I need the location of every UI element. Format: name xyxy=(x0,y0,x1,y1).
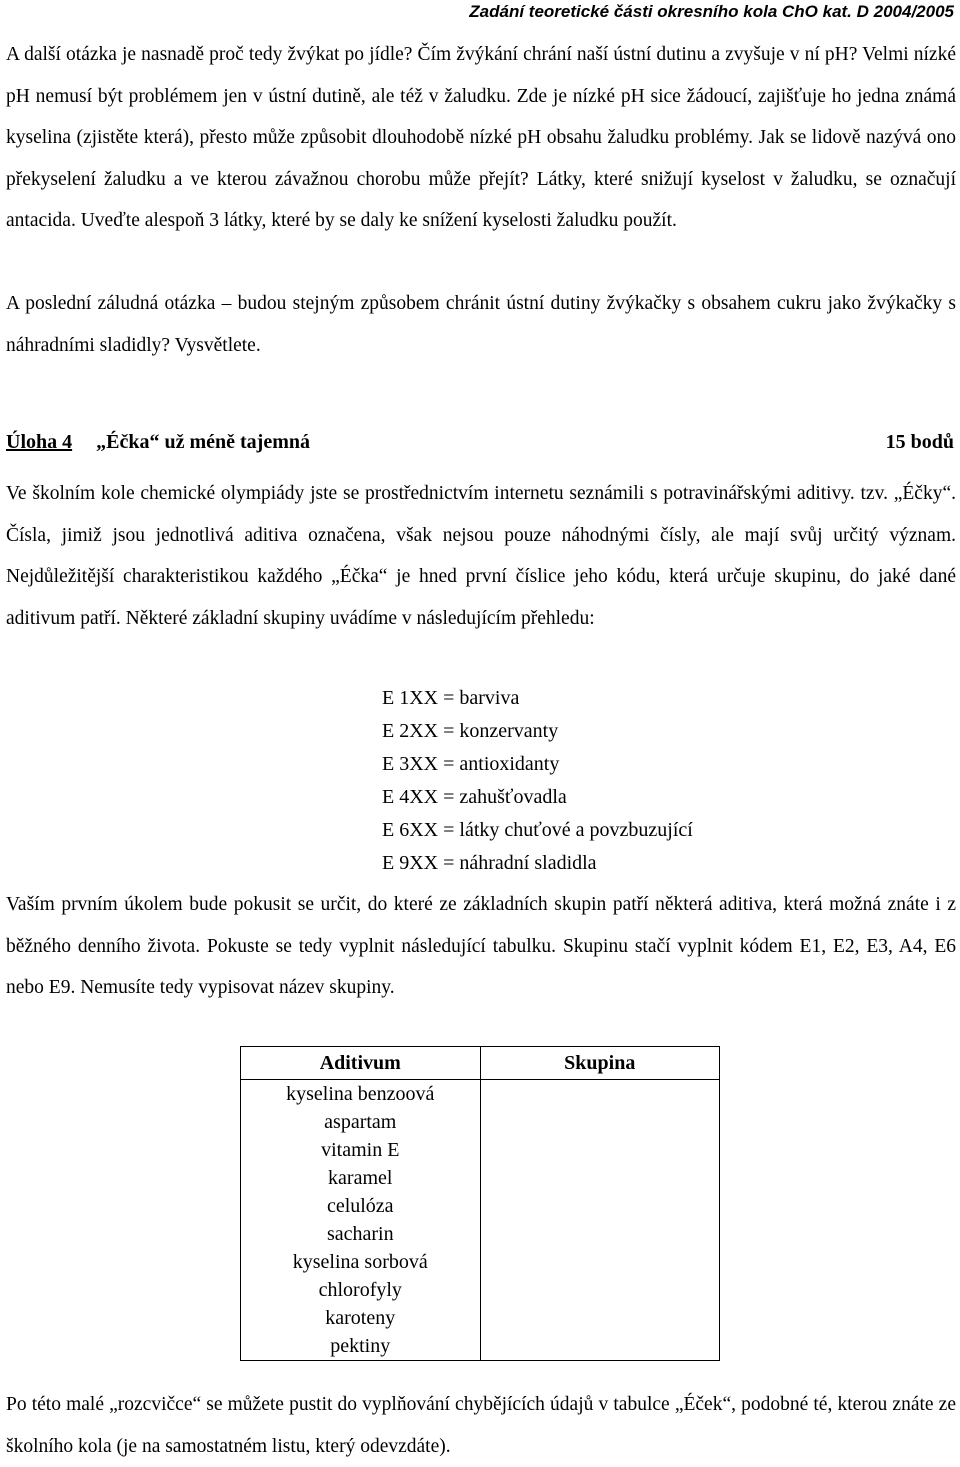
group-cell[interactable] xyxy=(480,1080,719,1109)
closing-paragraph: Po této malé „rozcvičce“ se můžete pustit do vyplňování chybějících údajů v tabulce „Éček“, podobné té, kterou znáte ze školního kola (je na samostatném listu, který odevzdáte). xyxy=(6,1394,956,1457)
group-cell[interactable] xyxy=(480,1136,719,1164)
table-row xyxy=(241,1332,720,1361)
table-row xyxy=(241,1220,720,1248)
table-row xyxy=(241,1136,720,1164)
group-cell[interactable] xyxy=(480,1220,719,1248)
group-cell[interactable] xyxy=(480,1276,719,1304)
page-header: Zadání teoretické části okresního kola ChO kat. D 2004/2005 xyxy=(469,2,954,21)
group-cell[interactable] xyxy=(480,1108,719,1136)
table-row xyxy=(241,1192,720,1220)
table-row xyxy=(241,1080,720,1109)
table-header-row xyxy=(241,1047,720,1080)
additive-cell: vitamin E xyxy=(241,1136,481,1164)
additive-cell: celulóza xyxy=(241,1192,481,1220)
table-row xyxy=(241,1108,720,1136)
table-row xyxy=(241,1276,720,1304)
group-item: E 6XX = látky chuťové a povzbuzující xyxy=(382,819,693,841)
group-item: E 2XX = konzervanty xyxy=(382,720,559,742)
column-header-group: Skupina xyxy=(480,1047,719,1080)
intro-paragraph: A další otázka je nasnadě proč tedy žvýkat po jídle? Čím žvýkání chrání naší ústní dutinu a zvyšuje v ní pH? Velmi nízké pH nemusí být problémem jen v ústní dutině, ale též v žaludku. Zde je nízké pH sice žádoucí, zajišťuje ho jedna známá kyselina (zjistěte která), přesto může způsobit dlouhodobě nízké pH obsahu žaludku problémy. Jak se lidově nazývá ono překyselení žaludku a ve kterou závažnou chorobu může přejít? Látky, které snižují kyselost v žaludku, se označují antacida. Uveďte alespoň 3 látky, které by se daly ke snížení kyselosti žaludku použít. xyxy=(6,44,956,231)
first-task-paragraph: Vaším prvním úkolem bude pokusit se určit, do které ze základních skupin patří některá aditiva, která možná znáte i z běžného denního života. Pokuste se tedy vyplnit následující tabulku. Skupinu stačí vyplnit kódem E1, E2, E3, A4, E6 nebo E9. Nemusíte tedy vypisovat název skupiny. xyxy=(6,894,956,998)
task-intro-paragraph: Ve školním kole chemické olympiády jste se prostřednictvím internetu seznámili s potravinářskými aditivy. tzv. „Éčky“. Čísla, jimiž jsou jednotlivá aditiva označena, však nejsou pouze náhodnými čísly, ale mají svůj určitý význam. Nejdůležitější charakteristikou každého „Éčka“ je hned první číslice jeho kódu, která určuje skupinu, do jaké dané aditivum patří. Některé základní skupiny uvádíme v následujícím přehledu: xyxy=(6,483,956,629)
additives-table xyxy=(240,1046,720,1361)
task-number: Úloha 4 xyxy=(6,431,73,453)
table-row xyxy=(241,1304,720,1332)
table-row xyxy=(241,1248,720,1276)
group-cell[interactable] xyxy=(480,1304,719,1332)
group-item: E 3XX = antioxidanty xyxy=(382,753,560,775)
additive-cell: sacharin xyxy=(241,1220,481,1248)
task-title: „Éčka“ už méně tajemná xyxy=(96,431,310,453)
group-item: E 1XX = barviva xyxy=(382,687,520,709)
table-row xyxy=(241,1164,720,1192)
group-cell[interactable] xyxy=(480,1248,719,1276)
task-heading xyxy=(6,422,954,462)
group-cell[interactable] xyxy=(480,1192,719,1220)
group-item: E 4XX = zahušťovadla xyxy=(382,786,567,808)
group-cell[interactable] xyxy=(480,1164,719,1192)
group-cell[interactable] xyxy=(480,1332,719,1361)
last-question-paragraph: A poslední záludná otázka – budou stejným způsobem chránit ústní dutiny žvýkačky s obsahem cukru jako žvýkačky s náhradními sladidly? Vysvětlete. xyxy=(6,293,956,356)
group-item: E 9XX = náhradní sladidla xyxy=(382,852,597,874)
additive-cell: pektiny xyxy=(241,1332,481,1361)
additive-groups-list xyxy=(382,682,693,880)
additive-cell: karoteny xyxy=(241,1304,481,1332)
task-points: 15 bodů xyxy=(885,431,954,453)
column-header-additive: Aditivum xyxy=(241,1047,481,1080)
additive-cell: karamel xyxy=(241,1164,481,1192)
additive-cell: kyselina sorbová xyxy=(241,1248,481,1276)
additive-cell: kyselina benzoová xyxy=(241,1080,481,1109)
additive-cell: chlorofyly xyxy=(241,1276,481,1304)
additive-cell: aspartam xyxy=(241,1108,481,1136)
